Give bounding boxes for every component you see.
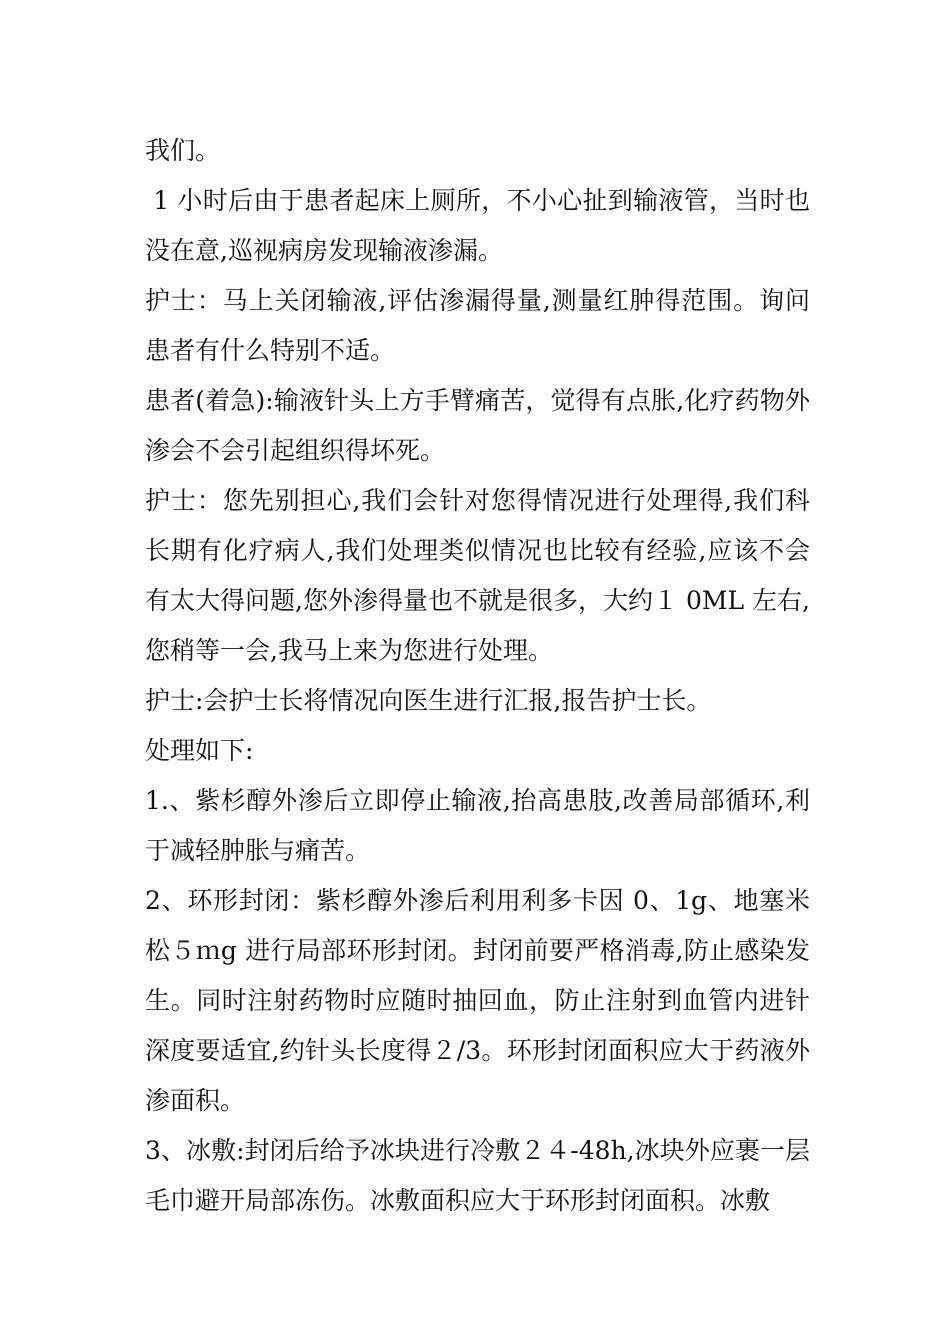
paragraph-2: 1 小时后由于患者起床上厕所，不小心扯到输液管，当时也没在意,巡视病房发现输液渗漏。 xyxy=(145,186,810,265)
paragraph-6: 护士:会护士长将情况向医生进行汇报,报告护士长。 xyxy=(145,686,712,715)
paragraph-8: 1.、紫杉醇外渗后立即停止输液,抬高患肢,改善局部循环,利于减轻肿胀与痛苦。 xyxy=(145,786,810,865)
paragraph-1: 我们。 xyxy=(145,136,221,165)
paragraph-4: 患者(着急):输液针头上方手臂痛苦，觉得有点胀,化疗药物外渗会不会引起组织得坏死。 xyxy=(145,386,810,465)
document-body xyxy=(145,126,810,1226)
paragraph-7: 处理如下: xyxy=(145,736,254,765)
paragraph-9: 2、环形封闭：紫杉醇外渗后利用利多卡因 0、1g、地塞米松５ｍg 进行局部环形封闭。封闭前要严格消毒,防止感染发生。同时注射药物时应随时抽回血，防止注射到血管内进针深度要适宜,约针头长度得２/3。环形封闭面积应大于药液外渗面积。 xyxy=(145,886,810,1115)
paragraph-3: 护士：马上关闭输液,评估渗漏得量,测量红肿得范围。询问患者有什么特别不适。 xyxy=(145,286,810,365)
paragraph-5: 护士：您先别担心,我们会针对您得情况进行处理得,我们科长期有化疗病人,我们处理类似情况也比较有经验,应该不会有太大得问题,您外渗得量也不就是很多，大约１ 0ML 左右,您稍等一会,我马上来为您进行处理。 xyxy=(145,486,810,665)
paragraph-10: 3、冰敷:封闭后给予冰块进行冷敷２４-48h,冰块外应裹一层毛巾避开局部冻伤。冰敷面积应大于环形封闭面积。冰敷 xyxy=(145,1136,810,1215)
